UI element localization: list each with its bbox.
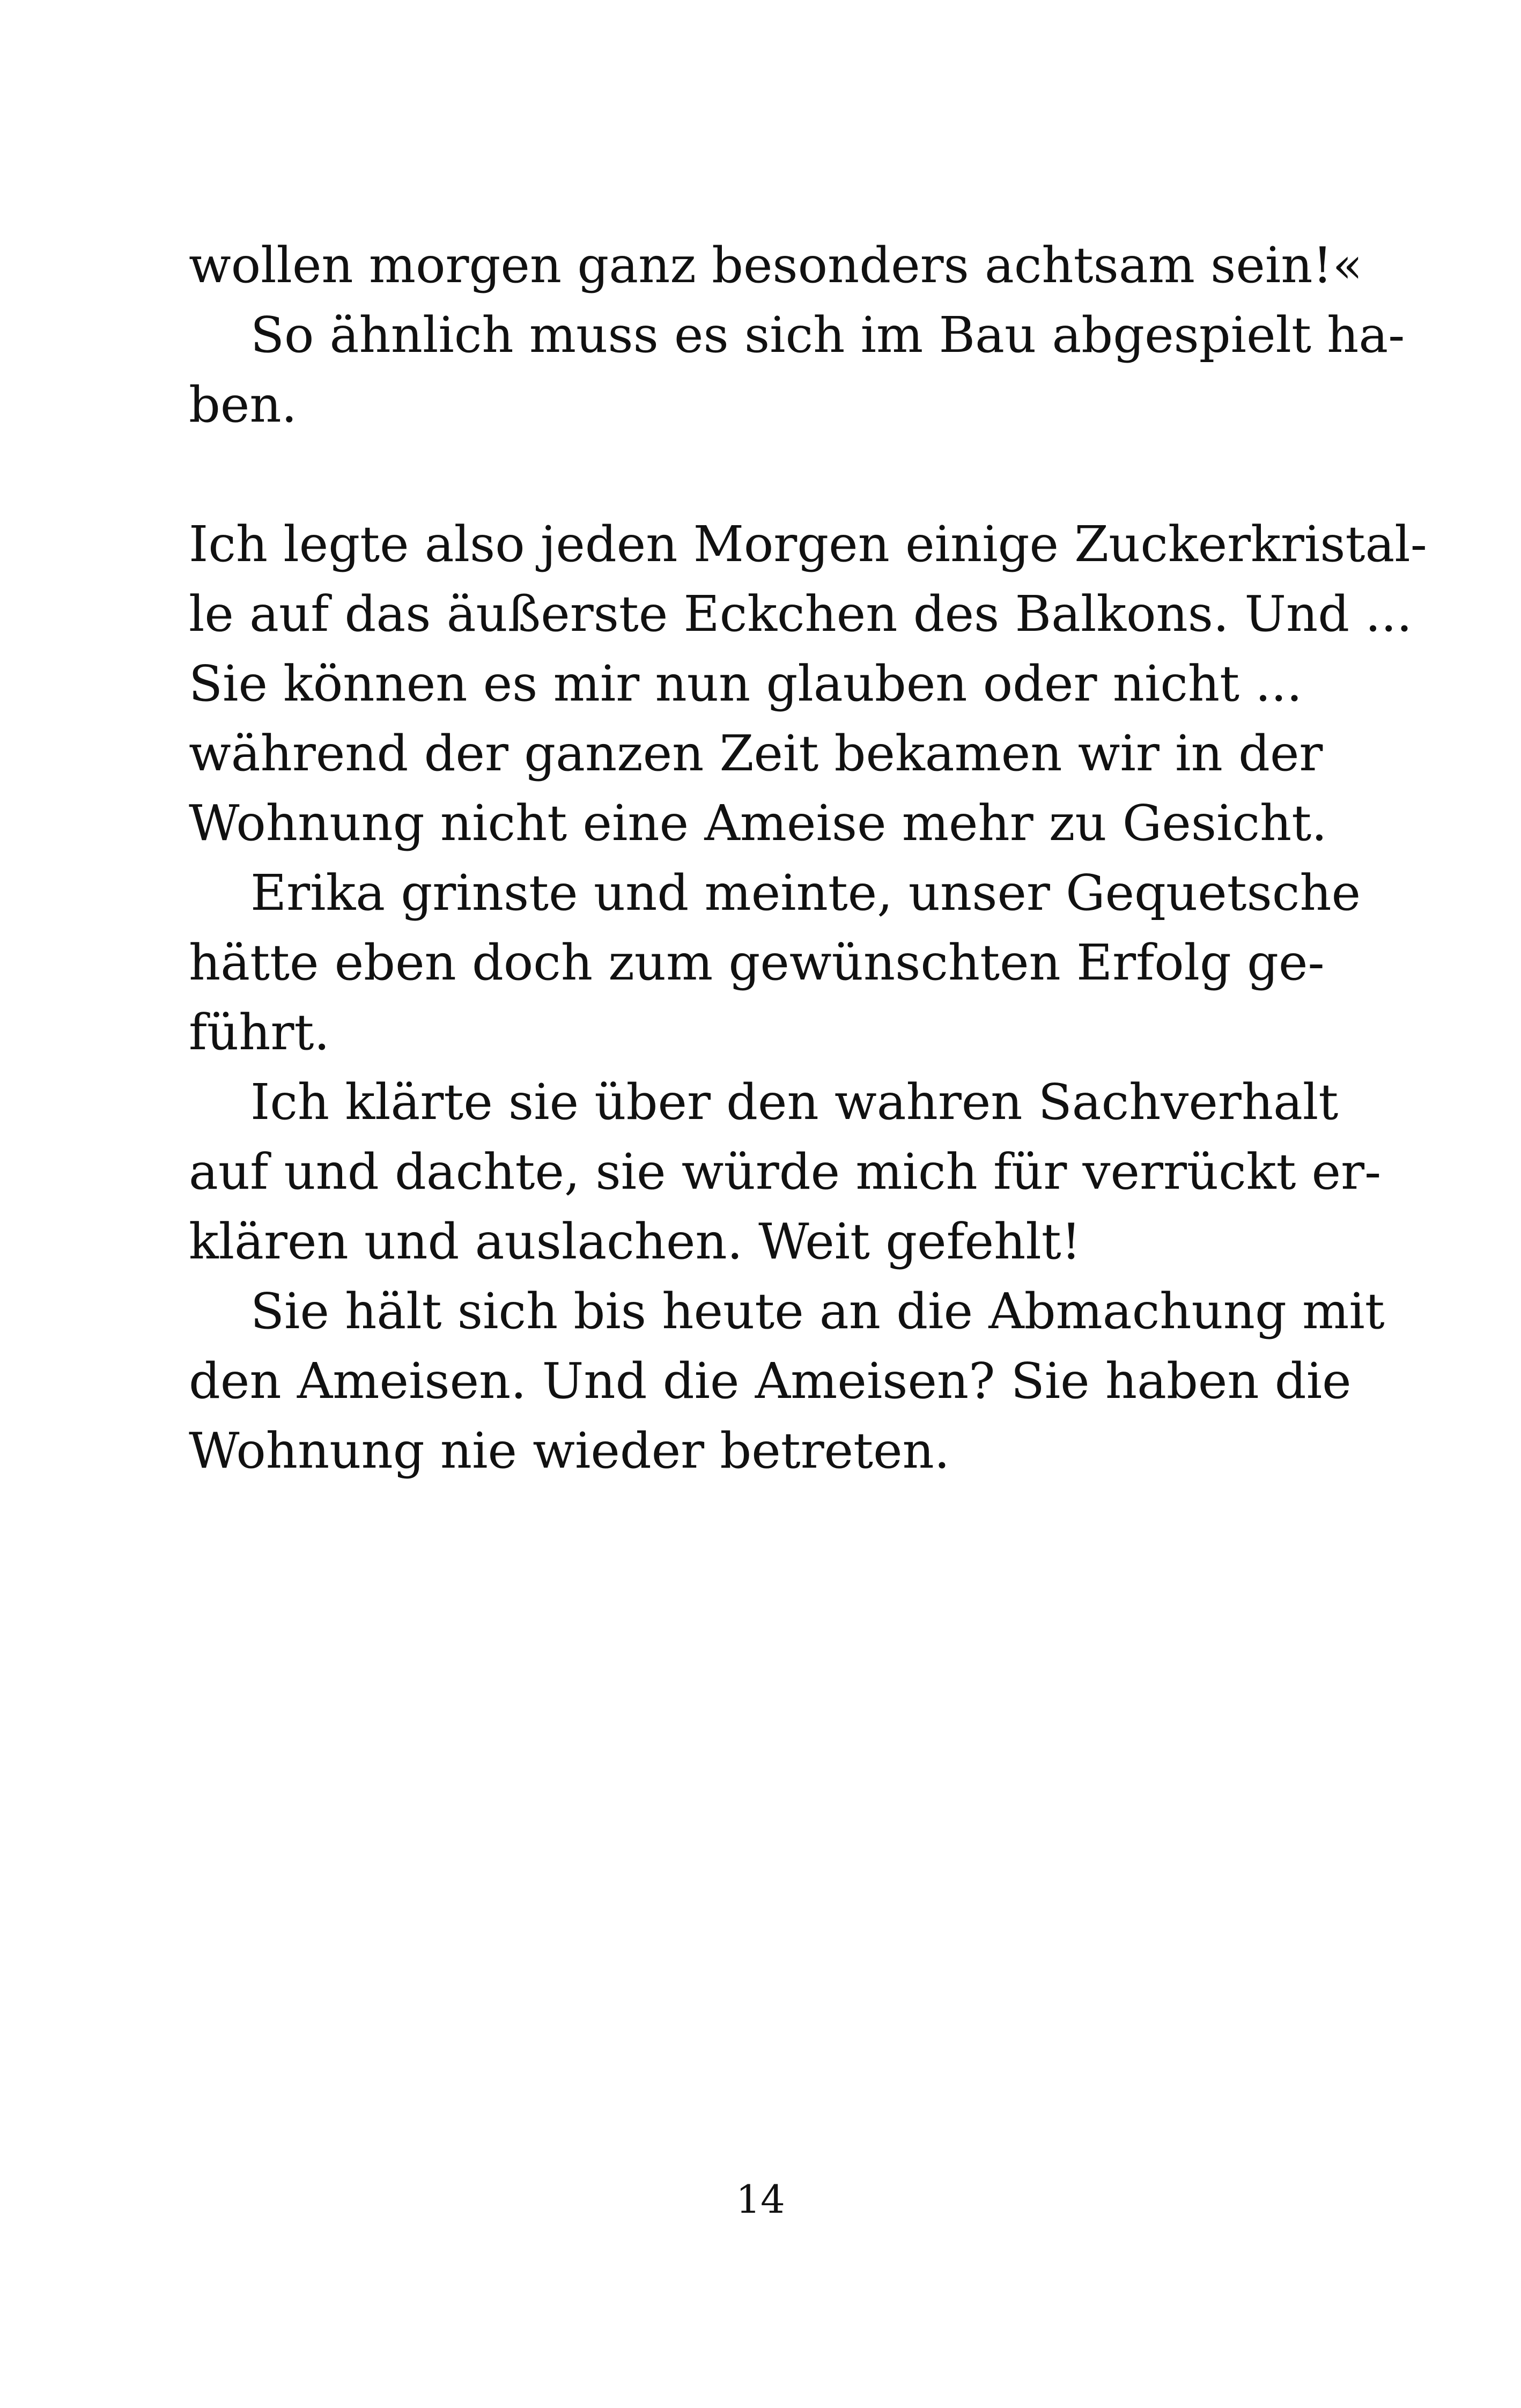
- text-line: wollen morgen ganz besonders achtsam sein!«: [189, 237, 1363, 294]
- text-line: Ich legte also jeden Morgen einige Zuckerkristal-: [189, 516, 1427, 573]
- text-line: Sie können es mir nun glauben oder nicht ...: [189, 655, 1303, 712]
- text-line: Wohnung nicht eine Ameise mehr zu Gesicht.: [189, 794, 1327, 852]
- text-line: während der ganzen Zeit bekamen wir in der: [189, 725, 1323, 782]
- text-line: Wohnung nie wieder betreten.: [189, 1422, 950, 1479]
- text-line: auf und dachte, sie würde mich für verrückt er-: [189, 1143, 1382, 1201]
- body-text: [189, 231, 1427, 1486]
- text-line: Ich klärte sie über den wahren Sachverhalt: [250, 1073, 1339, 1131]
- text-line: ben.: [189, 376, 297, 433]
- text-line: Sie hält sich bis heute an die Abmachung mit: [250, 1283, 1385, 1340]
- text-line: führt.: [189, 1004, 330, 1061]
- text-line: So ähnlich muss es sich im Bau abgespielt ha-: [250, 306, 1405, 364]
- text-line: le auf das äußerste Eckchen des Balkons. Und ...: [189, 585, 1413, 643]
- text-line: den Ameisen. Und die Ameisen? Sie haben die: [189, 1352, 1352, 1410]
- paragraph-gap: [189, 440, 1294, 510]
- text-line: klären und auslachen. Weit gefehlt!: [189, 1213, 1081, 1270]
- text-line: Erika grinste und meinte, unser Gequetsche: [250, 864, 1361, 922]
- page-number: 14: [736, 2177, 785, 2222]
- text-line: hätte eben doch zum gewünschten Erfolg ge-: [189, 934, 1325, 991]
